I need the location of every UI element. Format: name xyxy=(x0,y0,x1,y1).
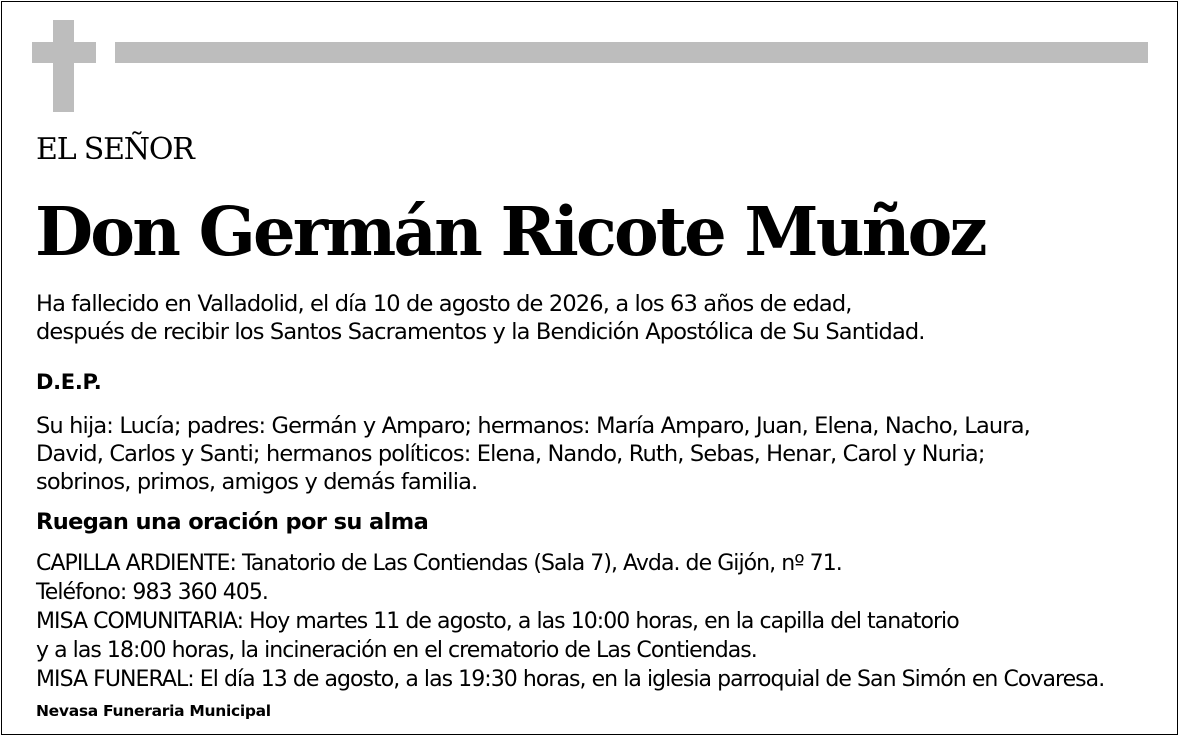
death-notice-line: después de recibir los Santos Sacramentos y la Bendición Apostólica de Su Santidad. xyxy=(36,319,925,345)
cross-icon xyxy=(32,20,96,112)
death-notice xyxy=(36,290,925,346)
service-details xyxy=(36,549,1104,694)
funeral-mass-line: MISA FUNERAL: El día 13 de agosto, a las 19:30 horas, en la iglesia parroquial de San Simón en Covaresa. xyxy=(36,667,1105,692)
honorific-intro: EL SEÑOR xyxy=(36,132,194,167)
deceased-name: Don Germán Ricote Muñoz xyxy=(35,192,985,271)
chapel-line: CAPILLA ARDIENTE: Tanatorio de Las Contiendas (Sala 7), Avda. de Gijón, nº 71. xyxy=(36,551,842,576)
dep-abbreviation: D.E.P. xyxy=(36,370,102,394)
death-notice-line: Ha fallecido en Valladolid, el día 10 de agosto de 2026, a los 63 años de edad, xyxy=(36,291,852,317)
family-line: sobrinos, primos, amigos y demás familia. xyxy=(36,469,478,495)
phone-line: Teléfono: 983 360 405. xyxy=(36,580,268,605)
cremation-line: y a las 18:00 horas, la incineración en el crematorio de Las Contiendas. xyxy=(36,638,757,663)
family-list xyxy=(36,412,1030,496)
family-line: David, Carlos y Santi; hermanos políticos: Elena, Nando, Ruth, Sebas, Henar, Carol y Nuria; xyxy=(36,441,985,467)
funeral-home-name: Nevasa Funeraria Municipal xyxy=(36,702,271,720)
family-line: Su hija: Lucía; padres: Germán y Amparo; hermanos: María Amparo, Juan, Elena, Nacho, Laura, xyxy=(36,413,1030,439)
prayer-request: Ruegan una oración por su alma xyxy=(36,509,429,535)
header-rule xyxy=(115,42,1148,63)
community-mass-line: MISA COMUNITARIA: Hoy martes 11 de agosto, a las 10:00 horas, en la capilla del tanatorio xyxy=(36,609,959,634)
